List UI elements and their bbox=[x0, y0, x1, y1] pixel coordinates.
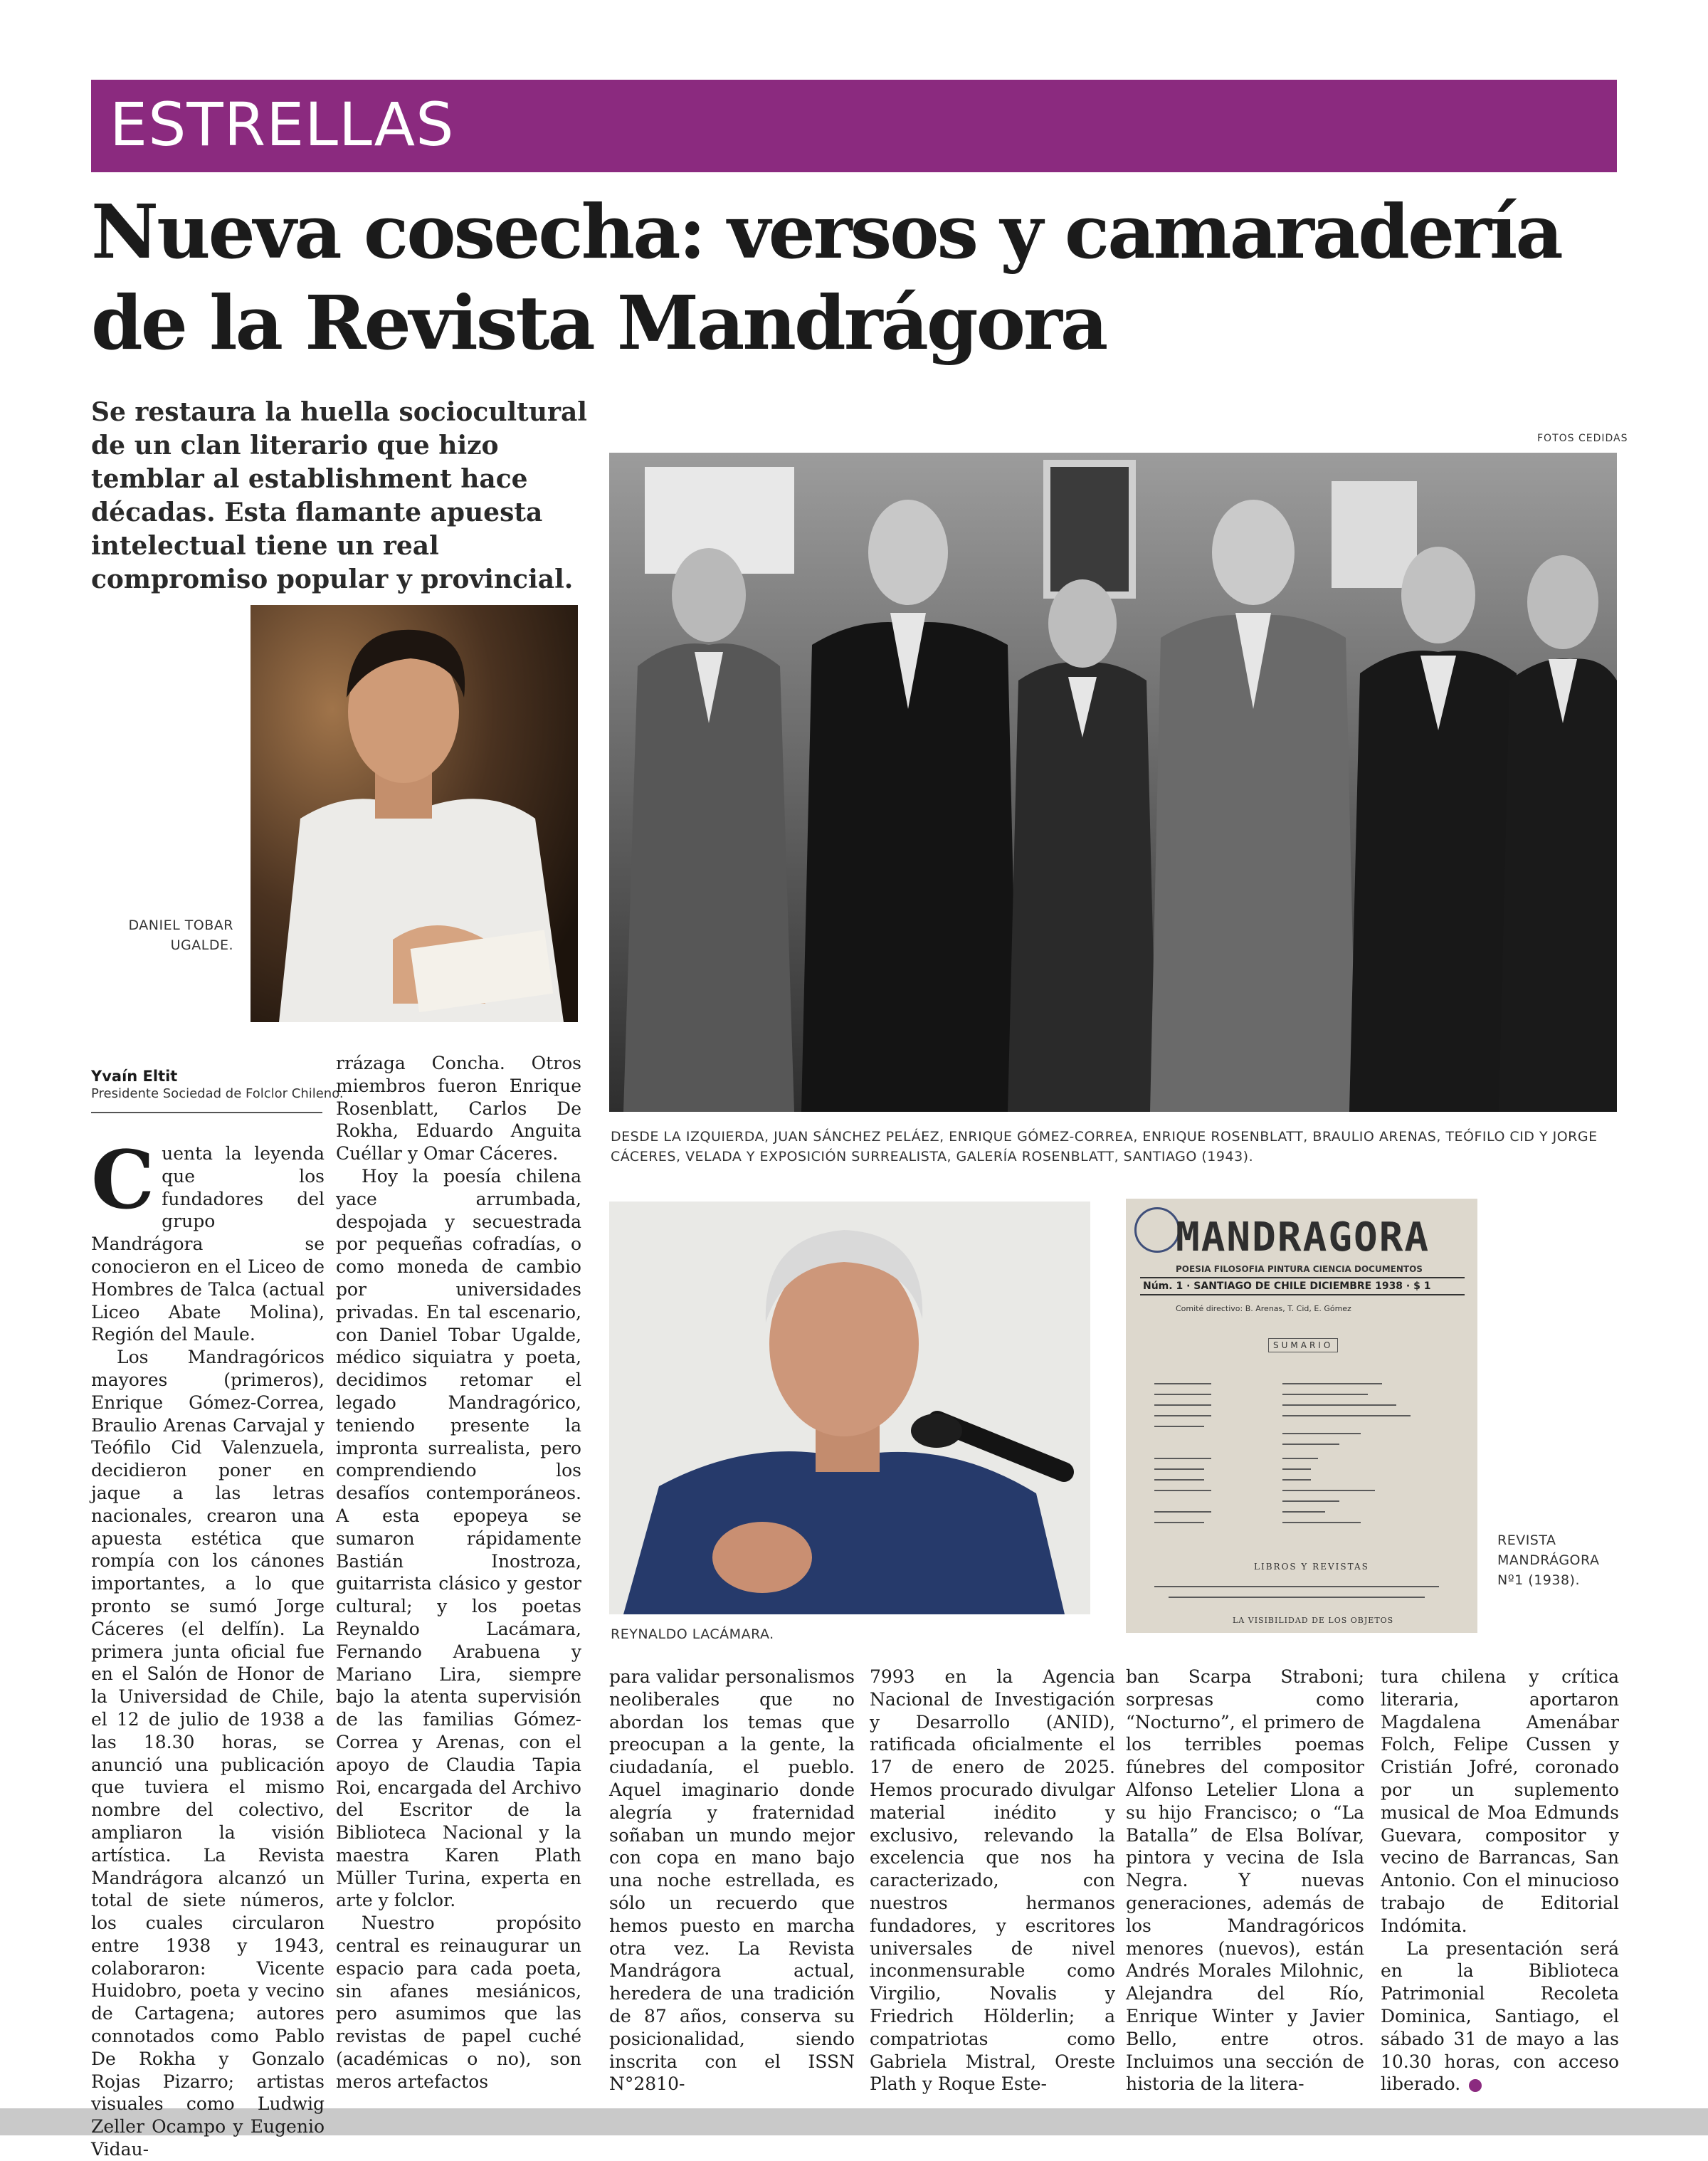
body-column-1 bbox=[91, 1134, 325, 2160]
photo-group-1943 bbox=[609, 453, 1617, 1112]
section-label: ESTRELLAS bbox=[110, 90, 455, 159]
body-column-6 bbox=[1381, 1666, 1619, 2095]
caption-tobar: DANIEL TOBAR UGALDE. bbox=[128, 917, 233, 953]
byline-rule bbox=[91, 1112, 322, 1113]
body-column-5 bbox=[1126, 1666, 1364, 2095]
paragraph: Los Mandragóricos mayores (primeros), Enrique Gómez-Correa, Braulio Arenas Carvajal y Teófilo Cid Valenzuela, decidieron poner en jaque a las letras nacionales, crearon una apuesta estética que rompía con los cánones importantes, a lo que pronto se sumó Jorge Cáceres (el delfín). La primera junta oficial fue en el Salón de Honor de la Universidad de Chile, el 12 de julio de 1938 a las 18.30 horas, se anunció una publicación que tuviera el mismo nombre del colectivo, ampliaron la visión artística. La Revista Mandrágora alcanzó un total de siete números, los cuales circularon entre 1938 y 1943, colaboraron: Vicente Huidobro, poeta y vecino de Cartagena; autores connotados como Pablo De Rokha y Gonzalo Rojas Pizarro; artistas visuales como Ludwig Zeller Ocampo y Eugenio Vidau- bbox=[91, 1347, 325, 2160]
cover-books-heading: LIBROS Y REVISTAS bbox=[1254, 1562, 1369, 1572]
caption-group: DESDE LA IZQUIERDA, JUAN SÁNCHEZ PELÁEZ, ENRIQUE GÓMEZ-CORREA, ENRIQUE ROSENBLATT, BRAULIO ARENAS, TEÓFILO CID Y JORGE CÁCERES, VELADA Y EXPOSICIÓN SURREALISTA, GALERÍA ROSENBLATT, SANTIAGO (1943). bbox=[611, 1129, 1598, 1164]
caption-lacamara: REYNALDO LACÁMARA. bbox=[611, 1626, 774, 1642]
cover-title: MANDRAGORA bbox=[1176, 1214, 1430, 1261]
caption-revista: REVISTA MANDRÁGORA Nº1 (1938). bbox=[1497, 1532, 1600, 1588]
headline-line-2: de la Revista Mandrágora bbox=[91, 279, 1107, 367]
paragraph: para validar personalismos neoliberales que no abordan los temas que preocupan a la gente, la ciudadanía, el pueblo. Aquel imaginario donde alegría y fraternidad soñaban un mundo mejor con copa en mano bajo una noche estrellada, es sólo un recuerdo que hemos puesto en marcha otra vez. La Revista Mandrágora actual, heredera de una tradición de 87 años, conserva su posicionalidad, siendo inscrita con el ISSN N°2810- bbox=[609, 1666, 855, 2095]
body-column-3 bbox=[609, 1666, 855, 2095]
paragraph: Hoy la poesía chilena yace arrumbada, despojada y secuestrada por pequeñas cofradías, o como moneda de cambio por universidades privadas. En tal escenario, con Daniel Tobar Ugalde, médico siquiatra y poeta, decidimos retomar el legado Mandragórico, teniendo presente la impronta surrealista, pero comprendiendo los desafíos contemporáneos. A esta epopeya se sumaron rápidamente Bastián Inostroza, guitarrista clásico y gestor cultural; y los poetas Reynaldo Lacámara, Fernando Arabuena y Mariano Lira, siempre bajo la atenta supervisión de las familias Gómez-Correa y Arenas, con el apoyo de Claudia Tapia Roi, encargada del Archivo del Escritor de la Biblioteca Nacional y la maestra Karen Plath Müller Turina, experta en arte y folclor. bbox=[336, 1165, 581, 1911]
photo-tobar bbox=[251, 605, 578, 1022]
paragraph: rrázaga Concha. Otros miembros fueron Enrique Rosenblatt, Carlos De Rokha, Eduardo Anguita Cuéllar y Omar Cáceres. bbox=[336, 1053, 581, 1164]
paragraph: Cuenta la leyenda que los fundadores del grupo Mandrágora se conocieron en el Liceo de Hombres de Talca (actual Liceo Abate Molina), Región del Maule. bbox=[91, 1134, 325, 1345]
paragraph: Nuestro propósito central es reinaugurar un espacio para cada poeta, sin afanes mesiánicos, pero asumimos que las revistas de papel cuché (académicas o no), son meros artefactos bbox=[336, 1913, 581, 2092]
paragraph: ban Scarpa Straboni; sorpresas como “Nocturno”, el primero de los terribles poemas fúnebres del compositor Alfonso Letelier Llona a su hijo Francisco; o “La Batalla” de Elsa Bolívar, pintora y vecina de Isla Negra. Y nuevas generaciones, además de los Mandragóricos menores (nuevos), están Andrés Morales Milohnic, Alejandra del Río, Enrique Winter y Javier Bello, entre otros. Incluimos una sección de historia de la litera- bbox=[1126, 1666, 1364, 2095]
paragraph: 7993 en la Agencia Nacional de Investigación y Desarrollo (ANID), ratificada oficialmente el 17 de enero de 2025. Hemos procurado divulgar material inédito y exclusivo, relevando la excelencia que nos ha caracterizado, con nuestros hermanos fundadores, y escritores universales de nivel inconmensurable como Virgilio, Novalis y Friedrich Hölderlin; a compatriotas como Gabriela Mistral, Oreste Plath y Roque Este- bbox=[870, 1666, 1115, 2095]
section-bar bbox=[91, 80, 1617, 172]
photo-lacamara bbox=[609, 1202, 1090, 1614]
magazine-cover bbox=[1126, 1199, 1477, 1633]
cover-issue-bar: Núm. 1 · SANTIAGO DE CHILE DICIEMBRE 1938 · $ 1 bbox=[1140, 1277, 1465, 1295]
end-of-article-icon: ✪ bbox=[1469, 2079, 1482, 2092]
body-column-2 bbox=[336, 1052, 581, 2092]
author-name: Yvaín Eltit bbox=[91, 1068, 178, 1085]
paragraph: tura chilena y crítica literaria, aportaron Magdalena Amenábar Folch, Felipe Cussen y Cristián Jofré, coronado por un suplemento musical de Moa Edmunds Guevara, compositor y vecino de Barrancas, San Antonio. Con el minucioso trabajo de Editorial Indómita. bbox=[1381, 1666, 1619, 1936]
cover-subtitle: POESIA FILOSOFIA PINTURA CIENCIA DOCUMENTOS bbox=[1176, 1264, 1423, 1274]
deck: Se restaura la huella sociocultural de un clan literario que hizo temblar al establishment hace décadas. Esta flamante apuesta intelectual tiene un real compromiso popular y provincial. bbox=[91, 397, 587, 594]
headline bbox=[91, 186, 1628, 369]
cover-contents-heading: SUMARIO bbox=[1268, 1338, 1338, 1352]
body-column-4 bbox=[870, 1666, 1115, 2095]
headline-line-1: Nueva cosecha: versos y camaradería bbox=[91, 188, 1561, 275]
author-role: Presidente Sociedad de Folclor Chileno. bbox=[91, 1086, 344, 1101]
cover-committee: Comité directivo: B. Arenas, T. Cid, E. Gómez bbox=[1176, 1304, 1351, 1313]
photo-credit: FOTOS CEDIDAS bbox=[1537, 433, 1628, 444]
paragraph: La presentación será en la Biblioteca Patrimonial Recoleta Dominica, Santiago, el sábado 31 de mayo a las 10.30 horas, con acceso liberado. ✪ bbox=[1381, 1937, 1619, 2095]
dropcap: C bbox=[91, 1134, 155, 1227]
cover-footer: LA VISIBILIDAD DE LOS OBJETOS bbox=[1233, 1616, 1394, 1625]
